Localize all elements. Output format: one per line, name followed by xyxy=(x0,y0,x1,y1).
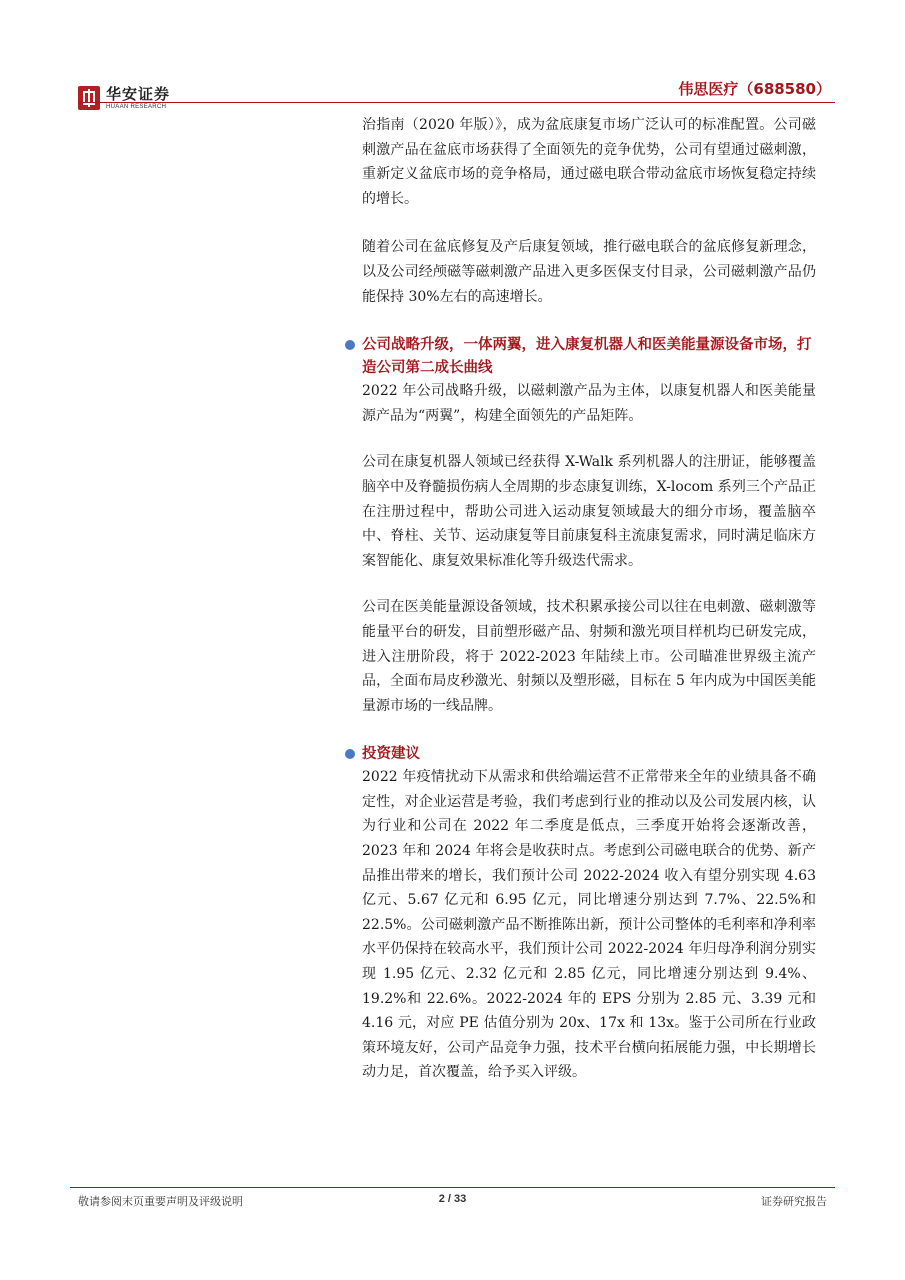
header-divider xyxy=(78,102,835,103)
page-header xyxy=(0,0,905,120)
section-title-investment xyxy=(362,742,816,765)
section-title-strategy xyxy=(362,333,816,379)
paragraph-pelvic-floor-guideline: 治指南（2020 年版）》，成为盆底康复市场广泛认可的标准配置。公司磁刺激产品在盆底市场获得了全面领先的竞争优势，公司有望通过磁刺激，重新定义盆底市场的竞争格局，通过磁电联合带动盆底市场恢复稳定持续的增长。 xyxy=(362,117,816,207)
paragraph-investment-advice: 2022 年疫情扰动下从需求和供给端运营不正常带来全年的业绩具备不确定性，对企业运营是考验，我们考虑到行业的推动以及公司发展内核，认为行业和公司在 2022 年二季度是低点，三季度开始将会逐渐改善，2023 年和 2024 年将会是收获时点。考虑到公司磁电联合的优势、新产品推出带来的增长，我们预计公司 2022-2024 收入有望分别实现 4.63 亿元、5.67 亿元和 6.95 亿元，同比增速分别达到 7.7%、22.5%和 22.5%。公司磁刺激产品不断推陈出新，预计公司整体的毛利率和净利率水平仍保持在较高水平，我们预计公司 2022-2024 年归母净利润分别实现 1.95 亿元、2.32 亿元和 2.85 亿元，同比增速分别达到 9.4%、19.2%和 22.6%。2022-2024 年的 EPS 分别为 2.85 元、3.39 元和 4.16 元，对应 PE 估值分别为 20x、17x 和 13x。鉴于公司所在行业政策环境友好，公司产品竞争力强，技术平台横向拓展能力强，中长期增长动力足，首次覆盖，给予买入评级。 xyxy=(362,769,816,1081)
page-footer xyxy=(78,1193,827,1213)
paragraph-rehab-robot: 公司在康复机器人领域已经获得 X-Walk 系列机器人的注册证，能够覆盖脑卒中及脊髓损伤病人全周期的步态康复训练，X-locom 系列三个产品正在注册过程中，帮助公司进入运动康复领域最大的细分市场，覆盖脑卒中、脊柱、关节、运动康复等目前康复科主流康复需求，同时满足临床方案智能化、康复效果标准化等升级迭代需求。 xyxy=(362,454,816,569)
report-body xyxy=(362,113,816,1085)
section-title-strategy-text: 公司战略升级，一体两翼，进入康复机器人和医美能量源设备市场，打造公司第二成长曲线 xyxy=(362,336,812,377)
paragraph-aesthetic-energy: 公司在医美能量源设备领域，技术积累承接公司以往在电刺激、磁刺激等能量平台的研发，目前塑形磁产品、射频和激光项目样机均已研发完成，进入注册阶段，将于 2022-2023 年陆续上市。公司瞄准世界级主流产品，全面布局皮秒激光、射频以及塑形磁，目标在 5 年内成为中国医美能量源市场的一线品牌。 xyxy=(362,599,816,714)
page-number: 2 / 33 xyxy=(438,1193,467,1205)
footer-divider xyxy=(70,1187,835,1188)
header-company-title: 伟思医疗（688580） xyxy=(678,80,831,98)
bullet-dot-icon xyxy=(345,340,355,350)
logo-text xyxy=(106,84,171,110)
company-logo xyxy=(78,86,170,110)
logo-english-name: HUAAN RESEARCH xyxy=(106,103,167,110)
footer-disclaimer: 敬请参阅末页重要声明及评级说明 xyxy=(78,1195,243,1208)
huaan-logo-icon xyxy=(78,86,100,110)
paragraph-magnetic-growth: 随着公司在盆底修复及产后康复领域，推行磁电联合的盆底修复新理念，以及公司经颅磁等磁刺激产品进入更多医保支付目录，公司磁刺激产品仍能保持 30%左右的高速增长。 xyxy=(362,239,816,305)
logo-chinese-name: 华安证券 xyxy=(106,84,171,103)
footer-report-type: 证券研究报告 xyxy=(761,1195,827,1208)
bullet-dot-icon xyxy=(345,749,355,759)
paragraph-strategy-upgrade: 2022 年公司战略升级，以磁刺激产品为主体，以康复机器人和医美能量源产品为“两翼”，构建全面领先的产品矩阵。 xyxy=(362,383,816,424)
section-title-investment-text: 投资建议 xyxy=(362,745,420,763)
